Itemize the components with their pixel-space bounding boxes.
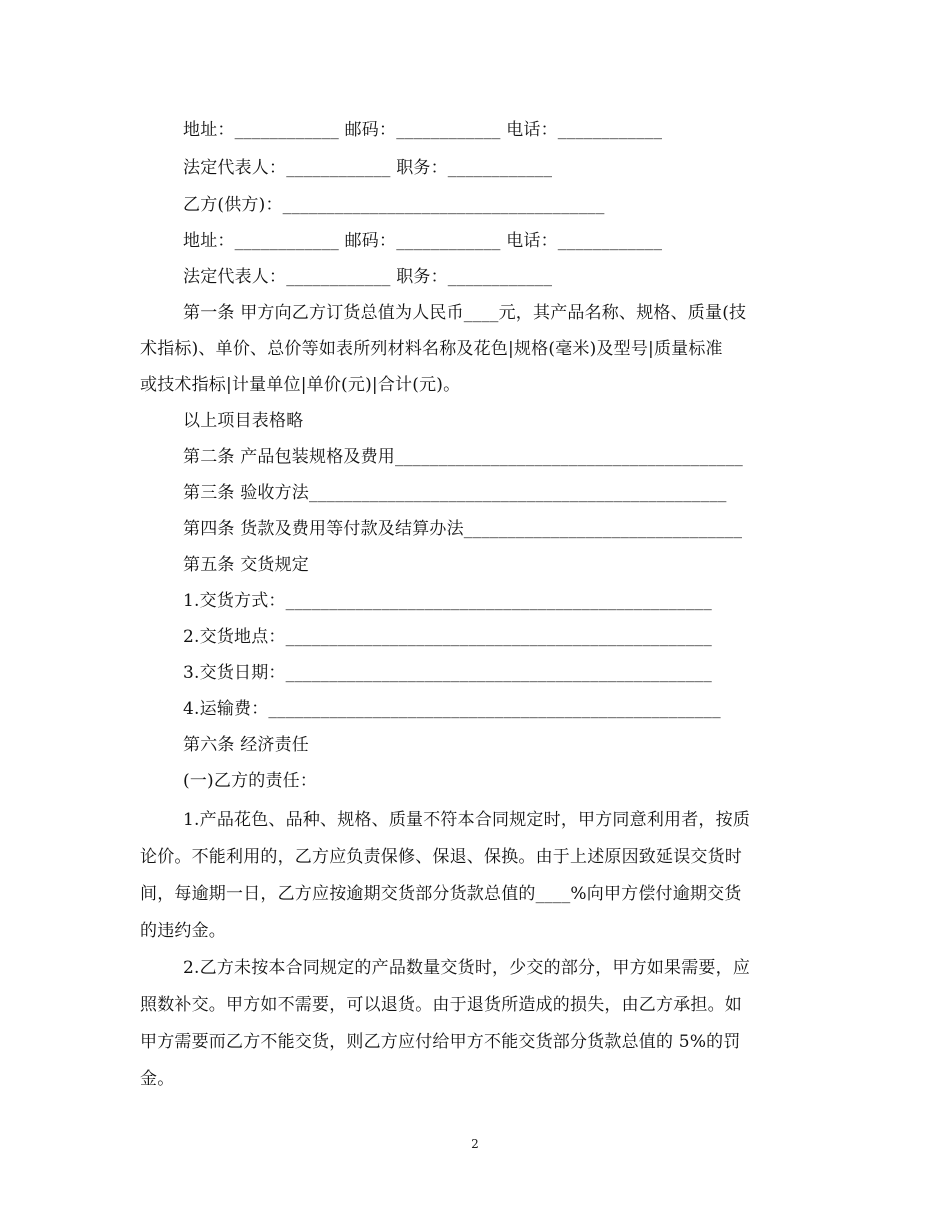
party-b-line: 乙方(供方)：_____________________________________ [183,195,605,215]
article-1-line-1: 第一条 甲方向乙方订货总值为人民币____元，其产品名称、规格、质量(技 [183,303,747,323]
article-4-line: 第四条 货款及费用等付款及结算办法________________________________ [183,519,743,539]
article-6-heading: 第六条 经济责任 [183,735,310,755]
transport-fee-line: 4.运输费：____________________________________________________ [183,699,721,719]
article-1-line-2: 术指标)、单价、总价等如表所列材料名称及花色|规格(毫米)及型号|质量标准 [140,339,723,359]
delivery-location-line: 2.交货地点：_________________________________________________ [183,627,712,647]
article-5-heading: 第五条 交货规定 [183,555,310,575]
responsibility-1-line-2: 论价。不能利用的，乙方应负责保修、保退、保换。由于上述原因致延误交货时 [140,847,742,867]
responsibility-1-line-3: 间，每逾期一日，乙方应按逾期交货部分货款总值的____%向甲方偿付逾期交货 [140,884,742,904]
page-number: 2 [471,1137,479,1151]
responsibility-1-line-1: 1.产品花色、品种、规格、质量不符本合同规定时，甲方同意利用者，按质 [183,810,751,830]
article-1-line-3: 或技术指标|计量单位|单价(元)|合计(元)。 [140,375,461,395]
party-b-address-line: 地址：____________ 邮码：____________ 电话：____________ [183,231,663,251]
party-a-address-line: 地址：____________ 邮码：____________ 电话：____________ [183,120,663,140]
delivery-date-line: 3.交货日期：_________________________________________________ [183,663,712,683]
delivery-method-line: 1.交货方式：_________________________________________________ [183,591,712,611]
article-3-line: 第三条 验收方法________________________________________________ [183,483,727,503]
party-a-representative-line: 法定代表人：____________ 职务：____________ [183,158,553,178]
party-b-responsibilities-heading: (一)乙方的责任： [183,771,318,791]
table-omitted-note: 以上项目表格略 [183,411,304,431]
responsibility-2-line-4: 金。 [140,1069,175,1089]
party-b-representative-line: 法定代表人：____________ 职务：____________ [183,267,553,287]
responsibility-2-line-1: 2.乙方未按本合同规定的产品数量交货时，少交的部分，甲方如果需要，应 [183,958,751,978]
responsibility-1-line-4: 的违约金。 [140,921,226,941]
responsibility-2-line-3: 甲方需要而乙方不能交货，则乙方应付给甲方不能交货部分货款总值的 5%的罚 [140,1032,741,1052]
responsibility-2-line-2: 照数补交。甲方如不需要，可以退货。由于退货所造成的损失，由乙方承担。如 [140,995,742,1015]
article-2-line: 第二条 产品包装规格及费用________________________________________ [183,447,744,467]
